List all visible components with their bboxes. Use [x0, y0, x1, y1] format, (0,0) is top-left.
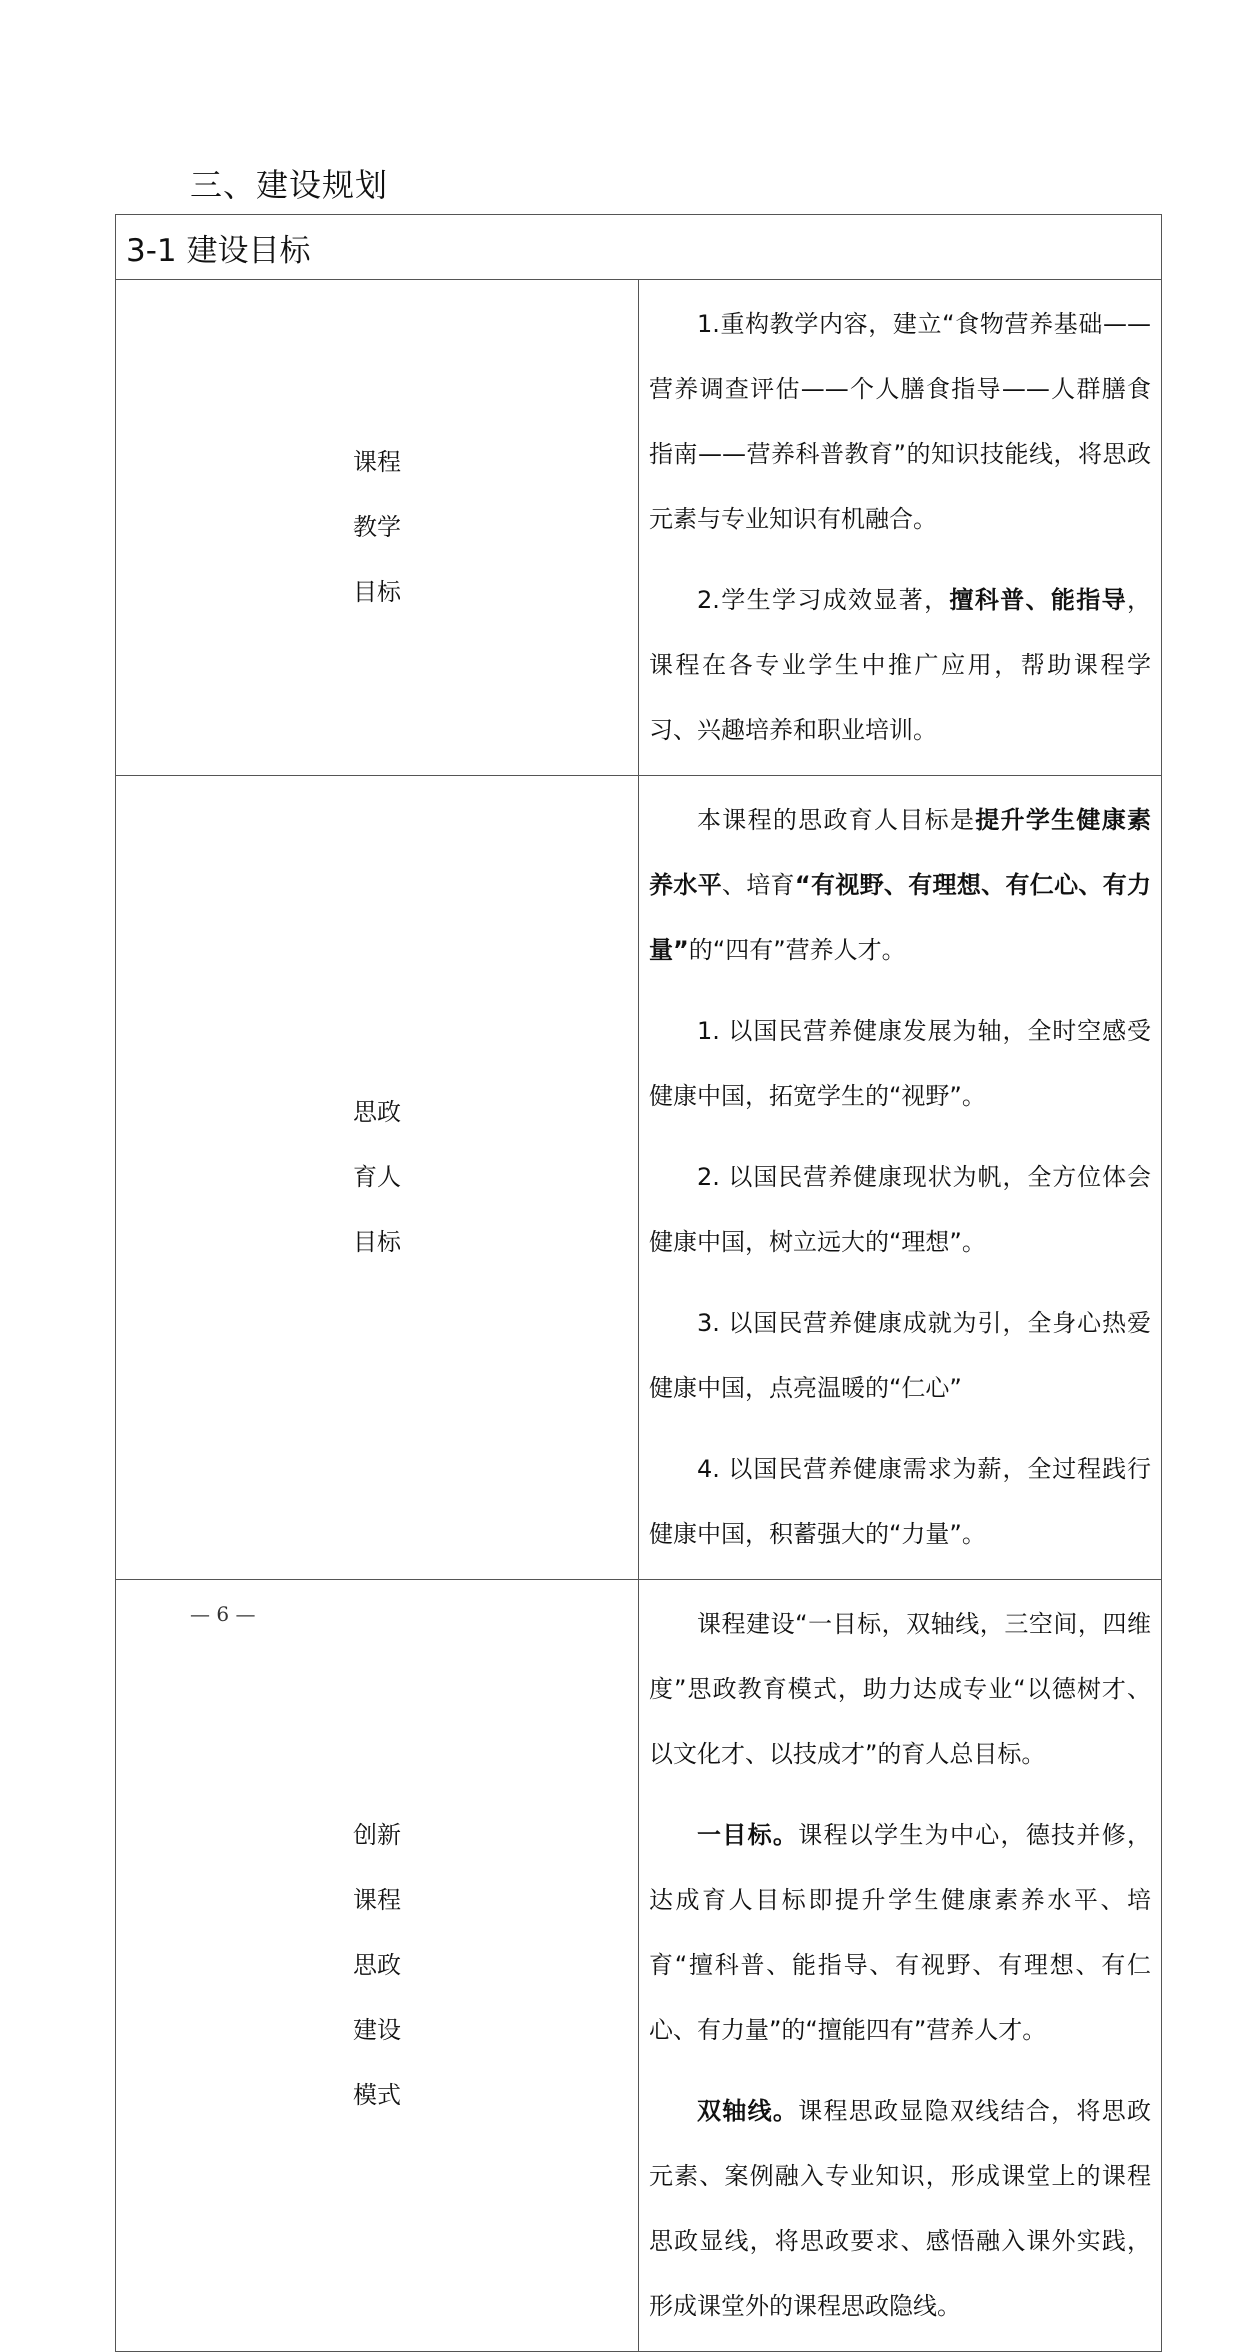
- label-line: 育人: [353, 1163, 401, 1191]
- table-header: 3-1 建设目标: [116, 215, 1162, 280]
- label-line: 思政: [353, 1098, 401, 1126]
- text: ，课程在各专业学生中推广应用，帮助课程学习、兴趣培养和职业培训。: [649, 586, 1151, 744]
- paragraph: [649, 568, 1151, 763]
- list-item: 4. 以国民营养健康需求为薪，全过程践行健康中国，积蓄强大的“力量”。: [649, 1455, 1151, 1548]
- list-item: 2. 以国民营养健康现状为帆，全方位体会健康中国，树立远大的“理想”。: [649, 1163, 1151, 1256]
- label-line: 创新: [353, 1821, 401, 1849]
- label-line: 思政: [353, 1951, 401, 1979]
- paragraph: [649, 788, 1151, 983]
- text: 本课程的思政育人目标是: [697, 806, 976, 834]
- paragraph: [649, 2079, 1151, 2339]
- label-line: 建设: [353, 2016, 401, 2044]
- bold-text: 提升学生健康素养水平: [649, 806, 1152, 899]
- page-number: — 6 —: [190, 1602, 256, 1626]
- row-content: [639, 280, 1162, 776]
- text: 2.学生学习成效显著，: [697, 586, 950, 614]
- table-row-ideological-goals: [116, 776, 1162, 1580]
- section-title: 三、建设规划: [190, 166, 389, 204]
- bold-text: 双轴线。: [697, 2097, 799, 2125]
- row-content: [639, 1580, 1162, 2352]
- paragraph: 1.重构教学内容，建立“食物营养基础——营养调查评估——个人膳食指导——人群膳食指南——营养科普教育”的知识技能线，将思政元素与专业知识有机融合。: [649, 310, 1151, 533]
- label-line: 课程: [353, 448, 401, 476]
- label-line: 目标: [353, 578, 401, 606]
- label-line: 模式: [353, 2081, 401, 2109]
- row-label: [116, 1580, 639, 2352]
- label-line: 课程: [353, 1886, 401, 1914]
- text: 课程思政显隐双线结合，将思政元素、案例融入专业知识，形成课堂上的课程思政显线，将思政要求、感悟融入课外实践，形成课堂外的课程思政隐线。: [649, 2097, 1152, 2320]
- row-content: [639, 776, 1162, 1580]
- text: 、培育: [721, 871, 795, 899]
- table-row-teaching-goals: [116, 280, 1162, 776]
- bold-text: 一目标。: [697, 1821, 799, 1849]
- list-item: 3. 以国民营养健康成就为引，全身心热爱健康中国，点亮温暖的“仁心”: [649, 1309, 1151, 1402]
- text: 的“四有”营养人才。: [688, 936, 906, 964]
- list-item: 1. 以国民营养健康发展为轴，全时空感受健康中国，拓宽学生的“视野”。: [649, 1017, 1151, 1110]
- table-row-innovation-model: [116, 1580, 1162, 2352]
- paragraph: [649, 1803, 1151, 2063]
- row-label: [116, 776, 639, 1580]
- row-label: [116, 280, 639, 776]
- bold-text: 擅科普、能指导: [949, 586, 1127, 614]
- paragraph: 课程建设“一目标，双轴线，三空间，四维度”思政教育模式，助力达成专业“以德树才、以文化才、以技成才”的育人总目标。: [649, 1610, 1151, 1768]
- label-line: 目标: [353, 1228, 401, 1256]
- construction-plan-table: [115, 214, 1162, 2352]
- label-line: 教学: [353, 513, 401, 541]
- text: 课程以学生为中心，德技并修，达成育人目标即提升学生健康素养水平、培育“擅科普、能指导、有视野、有理想、有仁心、有力量”的“擅能四有”营养人才。: [649, 1821, 1152, 2044]
- bold-text: “有视野、有理想、有仁心、有力量”: [649, 871, 1152, 964]
